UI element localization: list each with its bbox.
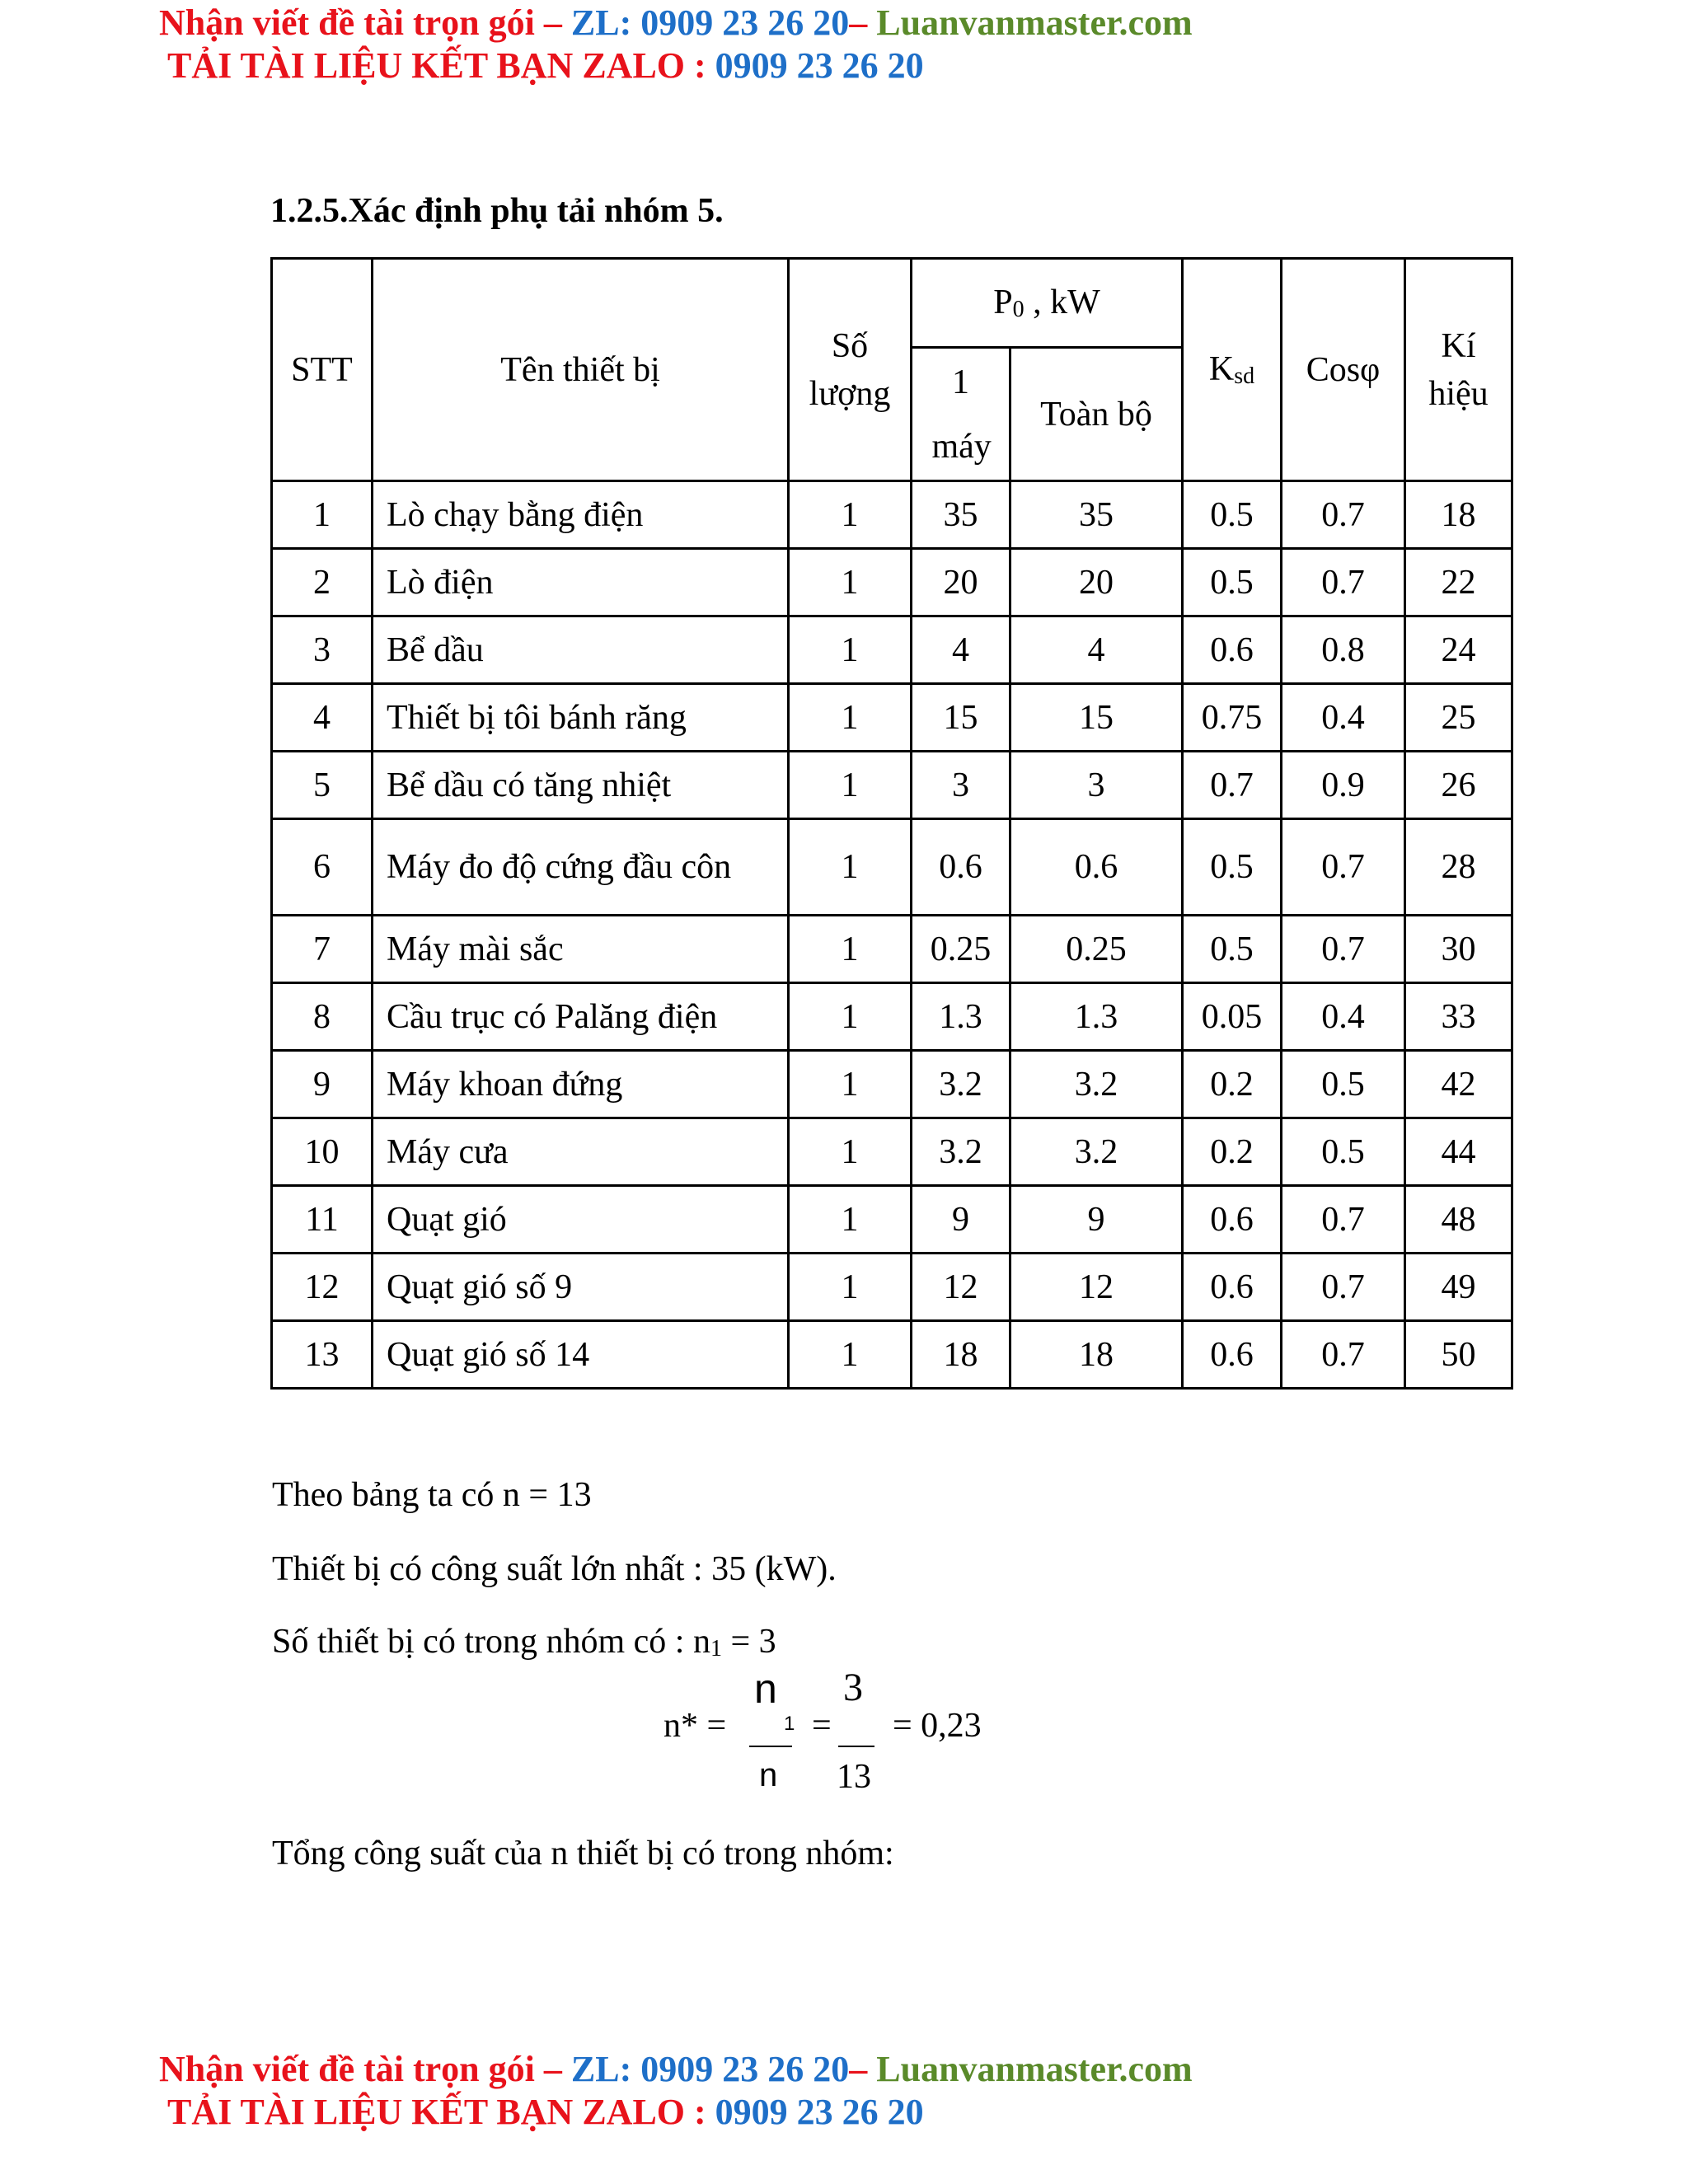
n-star-formula <box>663 1665 1010 1805</box>
cell-cos-phi: 0.7 <box>1282 916 1405 983</box>
cell-p-one-machine: 0.6 <box>912 819 1010 916</box>
table-row <box>272 684 1512 752</box>
cell-p-one-machine: 1.3 <box>912 983 1010 1051</box>
cell-code: 28 <box>1405 819 1512 916</box>
header-ksd-subscript: sd <box>1234 363 1255 389</box>
footer-banner <box>159 2048 1193 2134</box>
cell-p-total: 9 <box>1010 1186 1183 1254</box>
header-ksd <box>1183 259 1282 481</box>
formula-denominator-n: n <box>759 1757 778 1793</box>
cell-ksd: 0.2 <box>1183 1118 1282 1186</box>
header-device-name: Tên thiết bị <box>373 259 789 481</box>
cell-code: 49 <box>1405 1254 1512 1321</box>
cell-device-name: Cầu trục có Palăng điện <box>373 983 789 1051</box>
text-n1-value: = 3 <box>721 1623 776 1661</box>
cell-code: 48 <box>1405 1186 1512 1254</box>
banner-line-2 <box>167 45 1193 87</box>
cell-ksd: 0.5 <box>1183 819 1282 916</box>
cell-cos-phi: 0.8 <box>1282 616 1405 684</box>
header-stt: STT <box>272 259 373 481</box>
text-n-count: Theo bảng ta có n = 13 <box>272 1476 592 1514</box>
banner-site-name: Luanvanmaster.com <box>876 2049 1193 2089</box>
table-row <box>272 1254 1512 1321</box>
banner-offer-text: Nhận viết đề tài trọn gói <box>159 2049 535 2089</box>
table-row <box>272 549 1512 616</box>
banner-dash: – <box>534 2049 571 2089</box>
cell-p-one-machine: 9 <box>912 1186 1010 1254</box>
cell-p-total: 20 <box>1010 549 1183 616</box>
header-code-label: Kí hiệu <box>1428 326 1489 413</box>
cell-p-one-machine: 3.2 <box>912 1118 1010 1186</box>
cell-device-name: Bể dầu có tăng nhiệt <box>373 752 789 819</box>
cell-ksd: 0.6 <box>1183 616 1282 684</box>
cell-code: 42 <box>1405 1051 1512 1118</box>
formula-numerator-3: 3 <box>843 1666 863 1709</box>
cell-p-total: 3 <box>1010 752 1183 819</box>
header-ksd-symbol: K <box>1208 350 1235 388</box>
cell-device-name: Máy mài sắc <box>373 916 789 983</box>
cell-p-one-machine: 18 <box>912 1321 1010 1389</box>
cell-stt: 5 <box>272 752 373 819</box>
formula-lhs: n* = <box>663 1707 727 1745</box>
cell-cos-phi: 0.7 <box>1282 549 1405 616</box>
banner-dash: – <box>534 2 571 43</box>
table-body <box>272 481 1512 1389</box>
header-p0-symbol: P <box>993 284 1013 321</box>
cell-stt: 3 <box>272 616 373 684</box>
cell-device-name: Bể dầu <box>373 616 789 684</box>
cell-quantity: 1 <box>789 819 912 916</box>
cell-p-one-machine: 20 <box>912 549 1010 616</box>
cell-cos-phi: 0.9 <box>1282 752 1405 819</box>
formula-equals: = <box>812 1707 832 1745</box>
banner-site-name: Luanvanmaster.com <box>876 2 1193 43</box>
cell-p-total: 18 <box>1010 1321 1183 1389</box>
formula-fraction-bar <box>749 1746 792 1747</box>
banner-line-1 <box>159 2048 1193 2091</box>
cell-device-name: Quạt gió số 9 <box>373 1254 789 1321</box>
cell-p-total: 3.2 <box>1010 1118 1183 1186</box>
cell-ksd: 0.6 <box>1183 1254 1282 1321</box>
equipment-load-table <box>270 257 1513 1390</box>
header-quantity-label: Số lượng <box>809 326 891 413</box>
banner-dash: – <box>849 2049 877 2089</box>
cell-device-name: Quạt gió số 14 <box>373 1321 789 1389</box>
banner-download-text: TẢI TÀI LIỆU KẾT BẠN ZALO : <box>167 2092 715 2132</box>
cell-ksd: 0.5 <box>1183 549 1282 616</box>
table-row <box>272 1186 1512 1254</box>
cell-cos-phi: 0.7 <box>1282 481 1405 549</box>
cell-quantity: 1 <box>789 549 912 616</box>
header-total: Toàn bộ <box>1010 348 1183 481</box>
banner-line-1 <box>159 2 1193 45</box>
cell-stt: 10 <box>272 1118 373 1186</box>
header-p0-subscript: 0 <box>1012 297 1025 322</box>
cell-ksd: 0.5 <box>1183 916 1282 983</box>
cell-p-total: 35 <box>1010 481 1183 549</box>
banner-phone: 0909 23 26 20 <box>715 2092 924 2132</box>
header-p0 <box>912 259 1183 348</box>
table-row <box>272 1321 1512 1389</box>
cell-ksd: 0.05 <box>1183 983 1282 1051</box>
cell-code: 44 <box>1405 1118 1512 1186</box>
cell-cos-phi: 0.7 <box>1282 1186 1405 1254</box>
banner-dash: – <box>849 2 877 43</box>
cell-ksd: 0.2 <box>1183 1051 1282 1118</box>
cell-code: 50 <box>1405 1321 1512 1389</box>
cell-p-one-machine: 12 <box>912 1254 1010 1321</box>
table-row <box>272 983 1512 1051</box>
banner-zalo-number: ZL: 0909 23 26 20 <box>570 2 850 43</box>
text-n1-count <box>272 1622 776 1662</box>
formula-numerator-n: n <box>754 1666 777 1712</box>
cell-device-name: Lò điện <box>373 549 789 616</box>
cell-quantity: 1 <box>789 1051 912 1118</box>
banner-phone: 0909 23 26 20 <box>715 45 924 86</box>
cell-p-total: 15 <box>1010 684 1183 752</box>
table-row <box>272 752 1512 819</box>
header-banner <box>159 2 1193 87</box>
cell-p-one-machine: 0.25 <box>912 916 1010 983</box>
cell-quantity: 1 <box>789 1321 912 1389</box>
cell-stt: 2 <box>272 549 373 616</box>
cell-quantity: 1 <box>789 983 912 1051</box>
cell-quantity: 1 <box>789 916 912 983</box>
cell-stt: 1 <box>272 481 373 549</box>
cell-p-one-machine: 15 <box>912 684 1010 752</box>
cell-cos-phi: 0.4 <box>1282 983 1405 1051</box>
banner-zalo-number: ZL: 0909 23 26 20 <box>570 2049 850 2089</box>
cell-cos-phi: 0.7 <box>1282 1321 1405 1389</box>
header-code <box>1405 259 1512 481</box>
cell-code: 26 <box>1405 752 1512 819</box>
formula-fraction-bar <box>838 1746 874 1747</box>
cell-p-total: 0.25 <box>1010 916 1183 983</box>
cell-p-total: 12 <box>1010 1254 1183 1321</box>
cell-p-total: 4 <box>1010 616 1183 684</box>
cell-ksd: 0.5 <box>1183 481 1282 549</box>
cell-device-name: Quạt gió <box>373 1186 789 1254</box>
cell-p-one-machine: 4 <box>912 616 1010 684</box>
cell-stt: 11 <box>272 1186 373 1254</box>
cell-code: 22 <box>1405 549 1512 616</box>
cell-p-one-machine: 3.2 <box>912 1051 1010 1118</box>
cell-stt: 4 <box>272 684 373 752</box>
cell-stt: 9 <box>272 1051 373 1118</box>
cell-quantity: 1 <box>789 481 912 549</box>
formula-denominator-13: 13 <box>837 1758 871 1796</box>
cell-ksd: 0.75 <box>1183 684 1282 752</box>
cell-code: 25 <box>1405 684 1512 752</box>
table-row <box>272 481 1512 549</box>
cell-code: 33 <box>1405 983 1512 1051</box>
text-max-power: Thiết bị có công suất lớn nhất : 35 (kW). <box>272 1550 837 1588</box>
cell-code: 18 <box>1405 481 1512 549</box>
cell-stt: 13 <box>272 1321 373 1389</box>
cell-cos-phi: 0.7 <box>1282 819 1405 916</box>
header-cos-phi: Cosφ <box>1282 259 1405 481</box>
cell-code: 24 <box>1405 616 1512 684</box>
text-n1-subscript: 1 <box>710 1636 722 1661</box>
cell-stt: 8 <box>272 983 373 1051</box>
header-quantity <box>789 259 912 481</box>
text-total-power: Tổng công suất của n thiết bị có trong nhóm: <box>272 1835 894 1872</box>
header-one-machine <box>912 348 1010 481</box>
cell-quantity: 1 <box>789 1118 912 1186</box>
cell-p-one-machine: 35 <box>912 481 1010 549</box>
section-title: 1.2.5.Xác định phụ tải nhóm 5. <box>270 192 724 230</box>
text-n1-prefix: Số thiết bị có trong nhóm có : n <box>272 1623 710 1661</box>
header-p0-unit: , kW <box>1024 284 1100 321</box>
formula-result: = 0,23 <box>893 1707 982 1745</box>
cell-quantity: 1 <box>789 616 912 684</box>
cell-p-total: 0.6 <box>1010 819 1183 916</box>
cell-device-name: Thiết bị tôi bánh răng <box>373 684 789 752</box>
cell-cos-phi: 0.5 <box>1282 1051 1405 1118</box>
table-row <box>272 616 1512 684</box>
cell-cos-phi: 0.4 <box>1282 684 1405 752</box>
table-row <box>272 1051 1512 1118</box>
cell-cos-phi: 0.7 <box>1282 1254 1405 1321</box>
banner-offer-text: Nhận viết đề tài trọn gói <box>159 2 535 43</box>
cell-quantity: 1 <box>789 752 912 819</box>
cell-code: 30 <box>1405 916 1512 983</box>
cell-ksd: 0.6 <box>1183 1186 1282 1254</box>
cell-stt: 6 <box>272 819 373 916</box>
cell-quantity: 1 <box>789 1254 912 1321</box>
cell-stt: 12 <box>272 1254 373 1321</box>
cell-quantity: 1 <box>789 1186 912 1254</box>
cell-ksd: 0.6 <box>1183 1321 1282 1389</box>
cell-cos-phi: 0.5 <box>1282 1118 1405 1186</box>
cell-p-total: 3.2 <box>1010 1051 1183 1118</box>
formula-numerator-subscript: 1 <box>784 1713 795 1735</box>
cell-device-name: Lò chạy bằng điện <box>373 481 789 549</box>
table-row <box>272 916 1512 983</box>
cell-device-name: Máy khoan đứng <box>373 1051 789 1118</box>
header-one-machine-label: 1 máy <box>931 363 992 466</box>
cell-device-name: Máy cưa <box>373 1118 789 1186</box>
cell-p-one-machine: 3 <box>912 752 1010 819</box>
cell-quantity: 1 <box>789 684 912 752</box>
table-row <box>272 819 1512 916</box>
cell-ksd: 0.7 <box>1183 752 1282 819</box>
cell-stt: 7 <box>272 916 373 983</box>
banner-line-2 <box>167 2091 1193 2134</box>
banner-download-text: TẢI TÀI LIỆU KẾT BẠN ZALO : <box>167 45 715 86</box>
cell-p-total: 1.3 <box>1010 983 1183 1051</box>
table-row <box>272 1118 1512 1186</box>
cell-device-name: Máy đo độ cứng đầu côn <box>373 819 789 916</box>
